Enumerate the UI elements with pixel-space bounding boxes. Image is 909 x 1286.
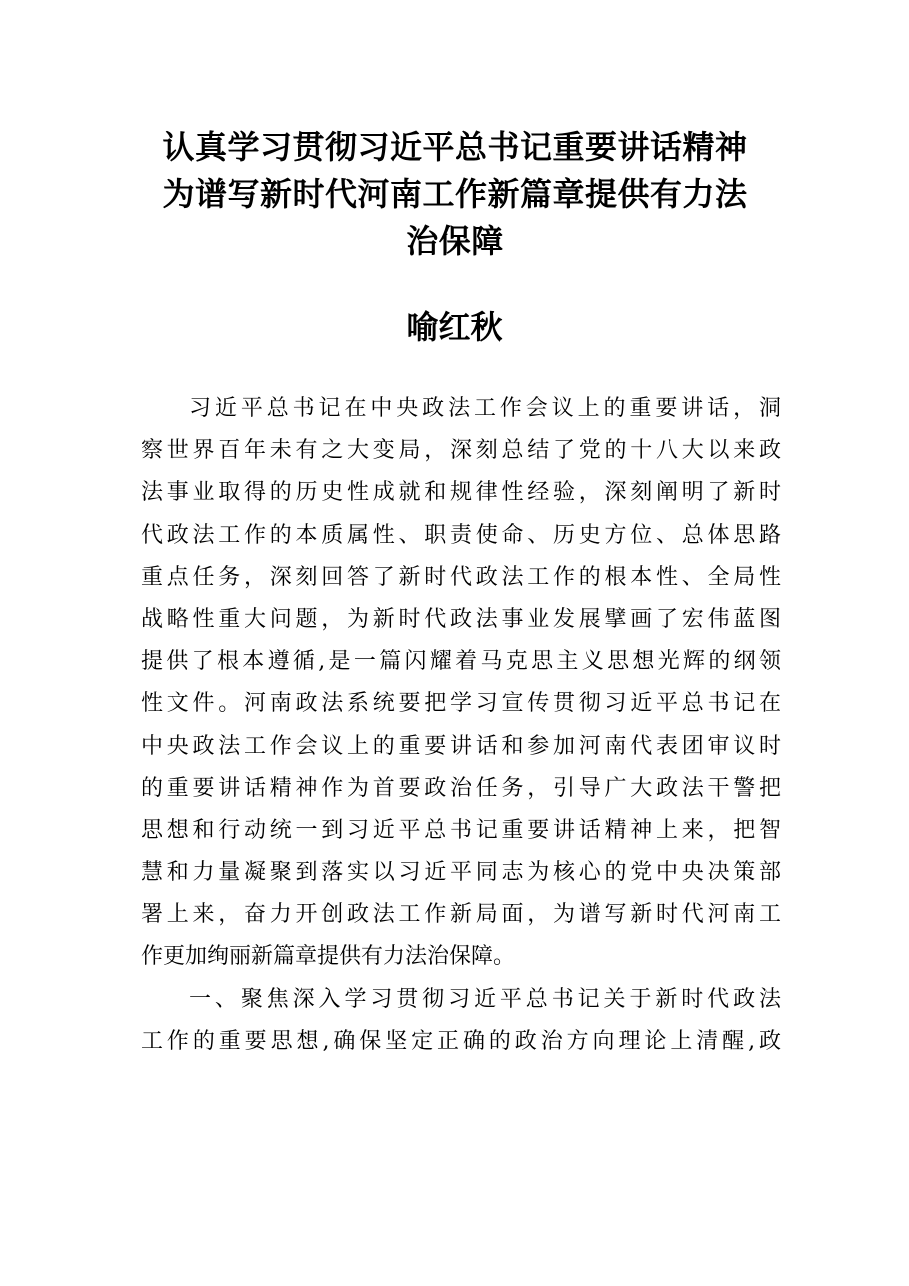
paragraph-line: 性文件。河南政法系统要把学习宣传贯彻习近平总书记在: [141, 691, 781, 717]
paragraph-line: 中央政法工作会议上的重要讲话和参加河南代表团审议时: [141, 733, 781, 759]
paragraph-line: 提供了根本遵循,是一篇闪耀着马克思主义思想光辉的纲领: [141, 649, 781, 675]
paragraph-line: 的重要讲话精神作为首要政治任务，引导广大政法干警把: [141, 775, 781, 801]
title-line: 为谱写新时代河南工作新篇章提供有力法: [162, 175, 748, 213]
paragraph-line: 代政法工作的本质属性、职责使命、历史方位、总体思路: [141, 522, 781, 548]
paragraph-line: 一、聚焦深入学习贯彻习近平总书记关于新时代政法: [189, 986, 781, 1012]
paragraph-line: 法事业取得的历史性成就和规律性经验，深刻阐明了新时: [141, 480, 781, 506]
author-name: 喻红秋: [406, 308, 503, 346]
paragraph-line: 作更加绚丽新篇章提供有力法治保障。: [141, 944, 516, 970]
paragraph-line: 署上来，奋力开创政法工作新局面，为谱写新时代河南工: [141, 902, 781, 928]
title-line: 治保障: [406, 222, 504, 260]
paragraph-line: 工作的重要思想,确保坚定正确的政治方向理论上清醒,政: [141, 1028, 781, 1054]
paragraph-line: 慧和力量凝聚到落实以习近平同志为核心的党中央决策部: [141, 860, 781, 886]
document-title: [120, 124, 790, 265]
paragraph-line: 察世界百年未有之大变局，深刻总结了党的十八大以来政: [141, 438, 781, 464]
paragraph-line: 战略性重大问题，为新时代政法事业发展擘画了宏伟蓝图: [141, 606, 781, 632]
document-body: [141, 388, 781, 1063]
title-line: 认真学习贯彻习近平总书记重要讲话精神: [162, 128, 748, 166]
paragraph-line: 思想和行动统一到习近平总书记重要讲话精神上来，把智: [141, 817, 781, 843]
paragraph-line: 习近平总书记在中央政法工作会议上的重要讲话，洞: [189, 396, 781, 421]
paragraph-line: 重点任务，深刻回答了新时代政法工作的根本性、全局性: [141, 564, 781, 590]
